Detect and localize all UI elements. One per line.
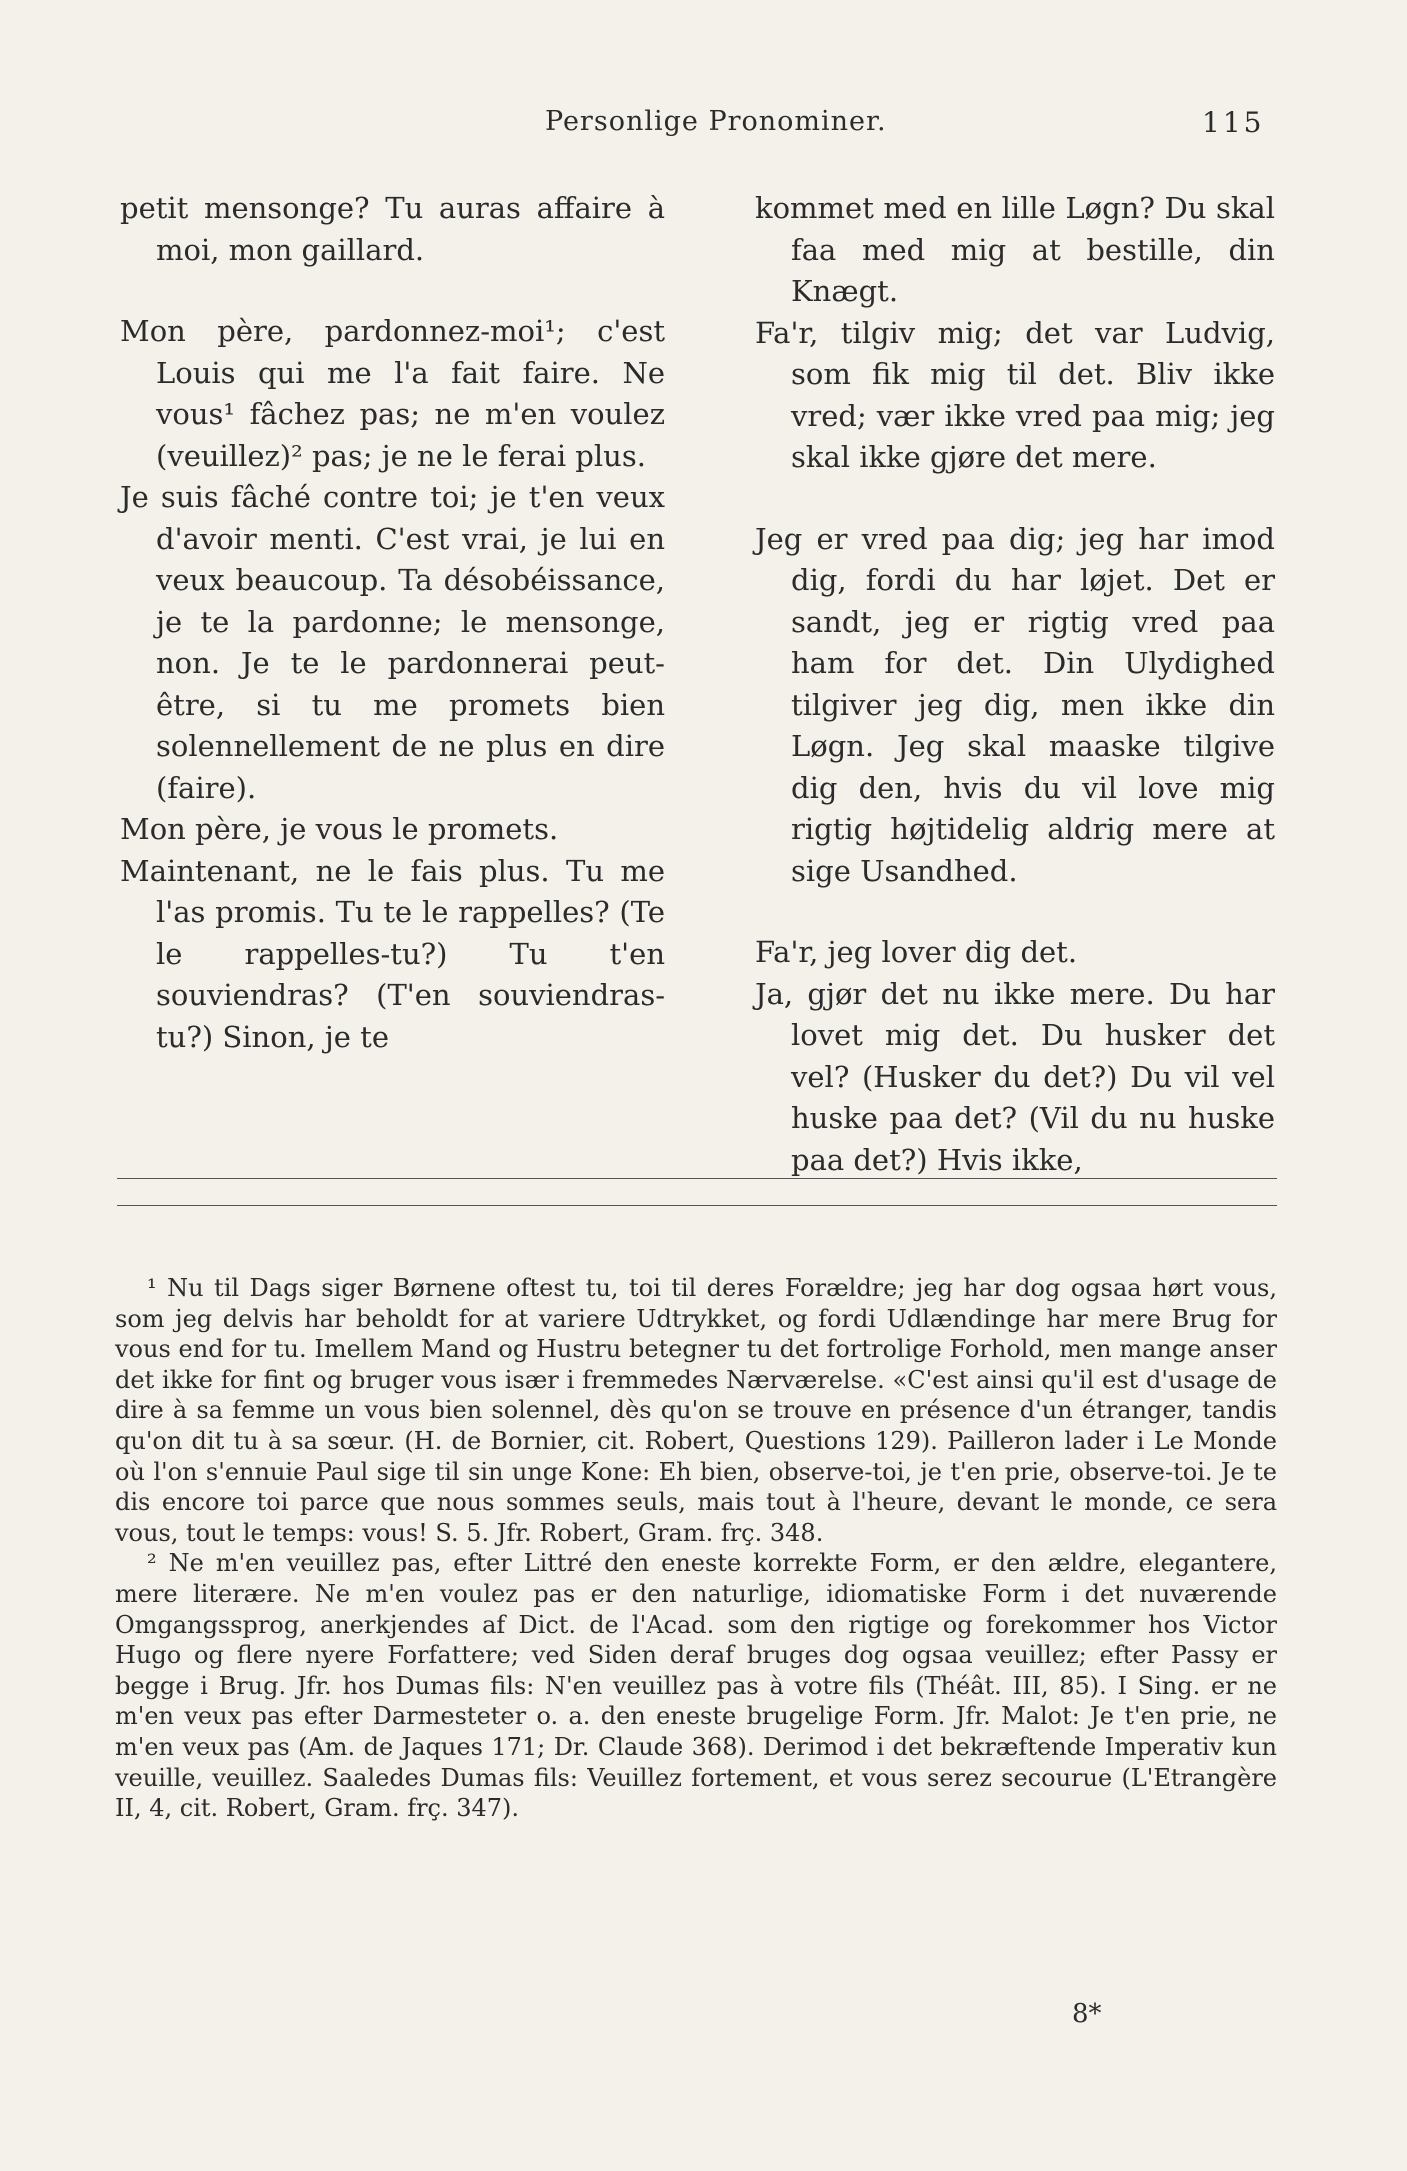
divider-rule	[117, 1205, 1277, 1206]
french-paragraph: Je suis fâché contre toi; je t'en veux d'avoir menti. C'est vrai, je lui en veux beaucoup. Ta désobéissance, je te la pardonne; le mensonge, non. Je te le pardonnerai peut-être, si tu me promets bien solennellement de ne plus en dire (faire).	[120, 480, 665, 805]
french-paragraph: Mon père, je vous le promets.	[120, 812, 559, 846]
french-paragraph: Maintenant, ne le fais plus. Tu me l'as promis. Tu te le rappelles? (Te le rappelles-tu?) Tu t'en souviendras? (T'en souviendras-tu?) Sinon, je te	[120, 853, 665, 1054]
danish-paragraph: Fa'r, jeg lover dig det.	[755, 935, 1078, 969]
danish-paragraph: Ja, gjør det nu ikke mere. Du har lovet mig det. Du husker det vel? (Husker du det?) Du vil vel huske paa det? (Vil du nu huske paa det?) Hvis ikke,	[755, 976, 1275, 1177]
french-column	[120, 188, 665, 1058]
danish-paragraph: Fa'r, tilgiv mig; det var Ludvig, som fik mig til det. Bliv ikke vred; vær ikke vred paa mig; jeg skal ikke gjøre det mere.	[755, 315, 1275, 474]
danish-column	[755, 188, 1275, 1181]
danish-paragraph: kommet med en lille Løgn? Du skal faa med mig at bestille, din Knægt.	[755, 191, 1275, 308]
french-paragraph: petit mensonge? Tu auras affaire à moi, mon gaillard.	[120, 191, 665, 267]
footnotes	[115, 1273, 1277, 1824]
signature-mark: 8*	[1072, 1999, 1102, 2029]
footnote-2: ² Ne m'en veuillez pas, efter Littré den eneste korrekte Form, er den ældre, elegantere, mere literære. Ne m'en voulez pas er den naturlige, idiomatiske Form i det nuværende Omgangssprog, anerkjendes af Dict. de l'Acad. som den rigtige og forekommer hos Victor Hugo og flere nyere Forfattere; ved Siden deraf bruges dog ogsaa veuillez; efter Passy er begge i Brug. Jfr. hos Dumas fils: N'en veuillez pas à votre fils (Théât. III, 85). I Sing. er ne m'en veux pas efter Darmesteter o. a. den eneste brugelige Form. Jfr. Malot: Je t'en prie, ne m'en veux pas (Am. de Jaques 171; Dr. Claude 368). Derimod i det bekræftende Imperativ kun veuille, veuillez. Saaledes Dumas fils: Veuillez fortement, et vous serez secourue (L'Etrangère II, 4, cit. Robert, Gram. frç. 347).	[115, 1549, 1277, 1823]
divider-rule	[117, 1178, 1277, 1179]
page-number: 115	[1202, 106, 1265, 139]
running-head	[0, 106, 1407, 146]
danish-paragraph: Jeg er vred paa dig; jeg har imod dig, fordi du har løjet. Det er sandt, jeg er rigtig vred paa ham for det. Din Ulydighed tilgiver jeg dig, men ikke din Løgn. Jeg skal maaske tilgive dig den, hvis du vil love mig rigtig højtidelig aldrig mere at sige Usandhed.	[755, 521, 1275, 888]
french-paragraph: Mon père, pardonnez-moi¹; c'est Louis qui me l'a fait faire. Ne vous¹ fâchez pas; ne m'en voulez (veuillez)² pas; je ne le ferai plus.	[120, 314, 665, 473]
footnote-1: ¹ Nu til Dags siger Børnene oftest tu, toi til deres Forældre; jeg har dog ogsaa hørt vous, som jeg delvis har beholdt for at variere Udtrykket, og fordi Udlændinge har mere Brug for vous end for tu. Imellem Mand og Hustru betegner tu det fortrolige Forhold, men mange anser det ikke for fint og bruger vous især i fremmedes Nærværelse. «C'est ainsi qu'il est d'usage de dire à sa femme un vous bien solennel, dès qu'on se trouve en présence d'un étranger, tandis qu'on dit tu à sa sœur. (H. de Bornier, cit. Robert, Questions 129). Pailleron lader i Le Monde où l'on s'ennuie Paul sige til sin unge Kone: Eh bien, observe-toi, je t'en prie, observe-toi. Je te dis encore toi parce que nous sommes seuls, mais tout à l'heure, devant le monde, ce sera vous, tout le temps: vous! S. 5. Jfr. Robert, Gram. frç. 348.	[115, 1274, 1277, 1547]
running-title: Personlige Pronominer.	[545, 106, 887, 137]
